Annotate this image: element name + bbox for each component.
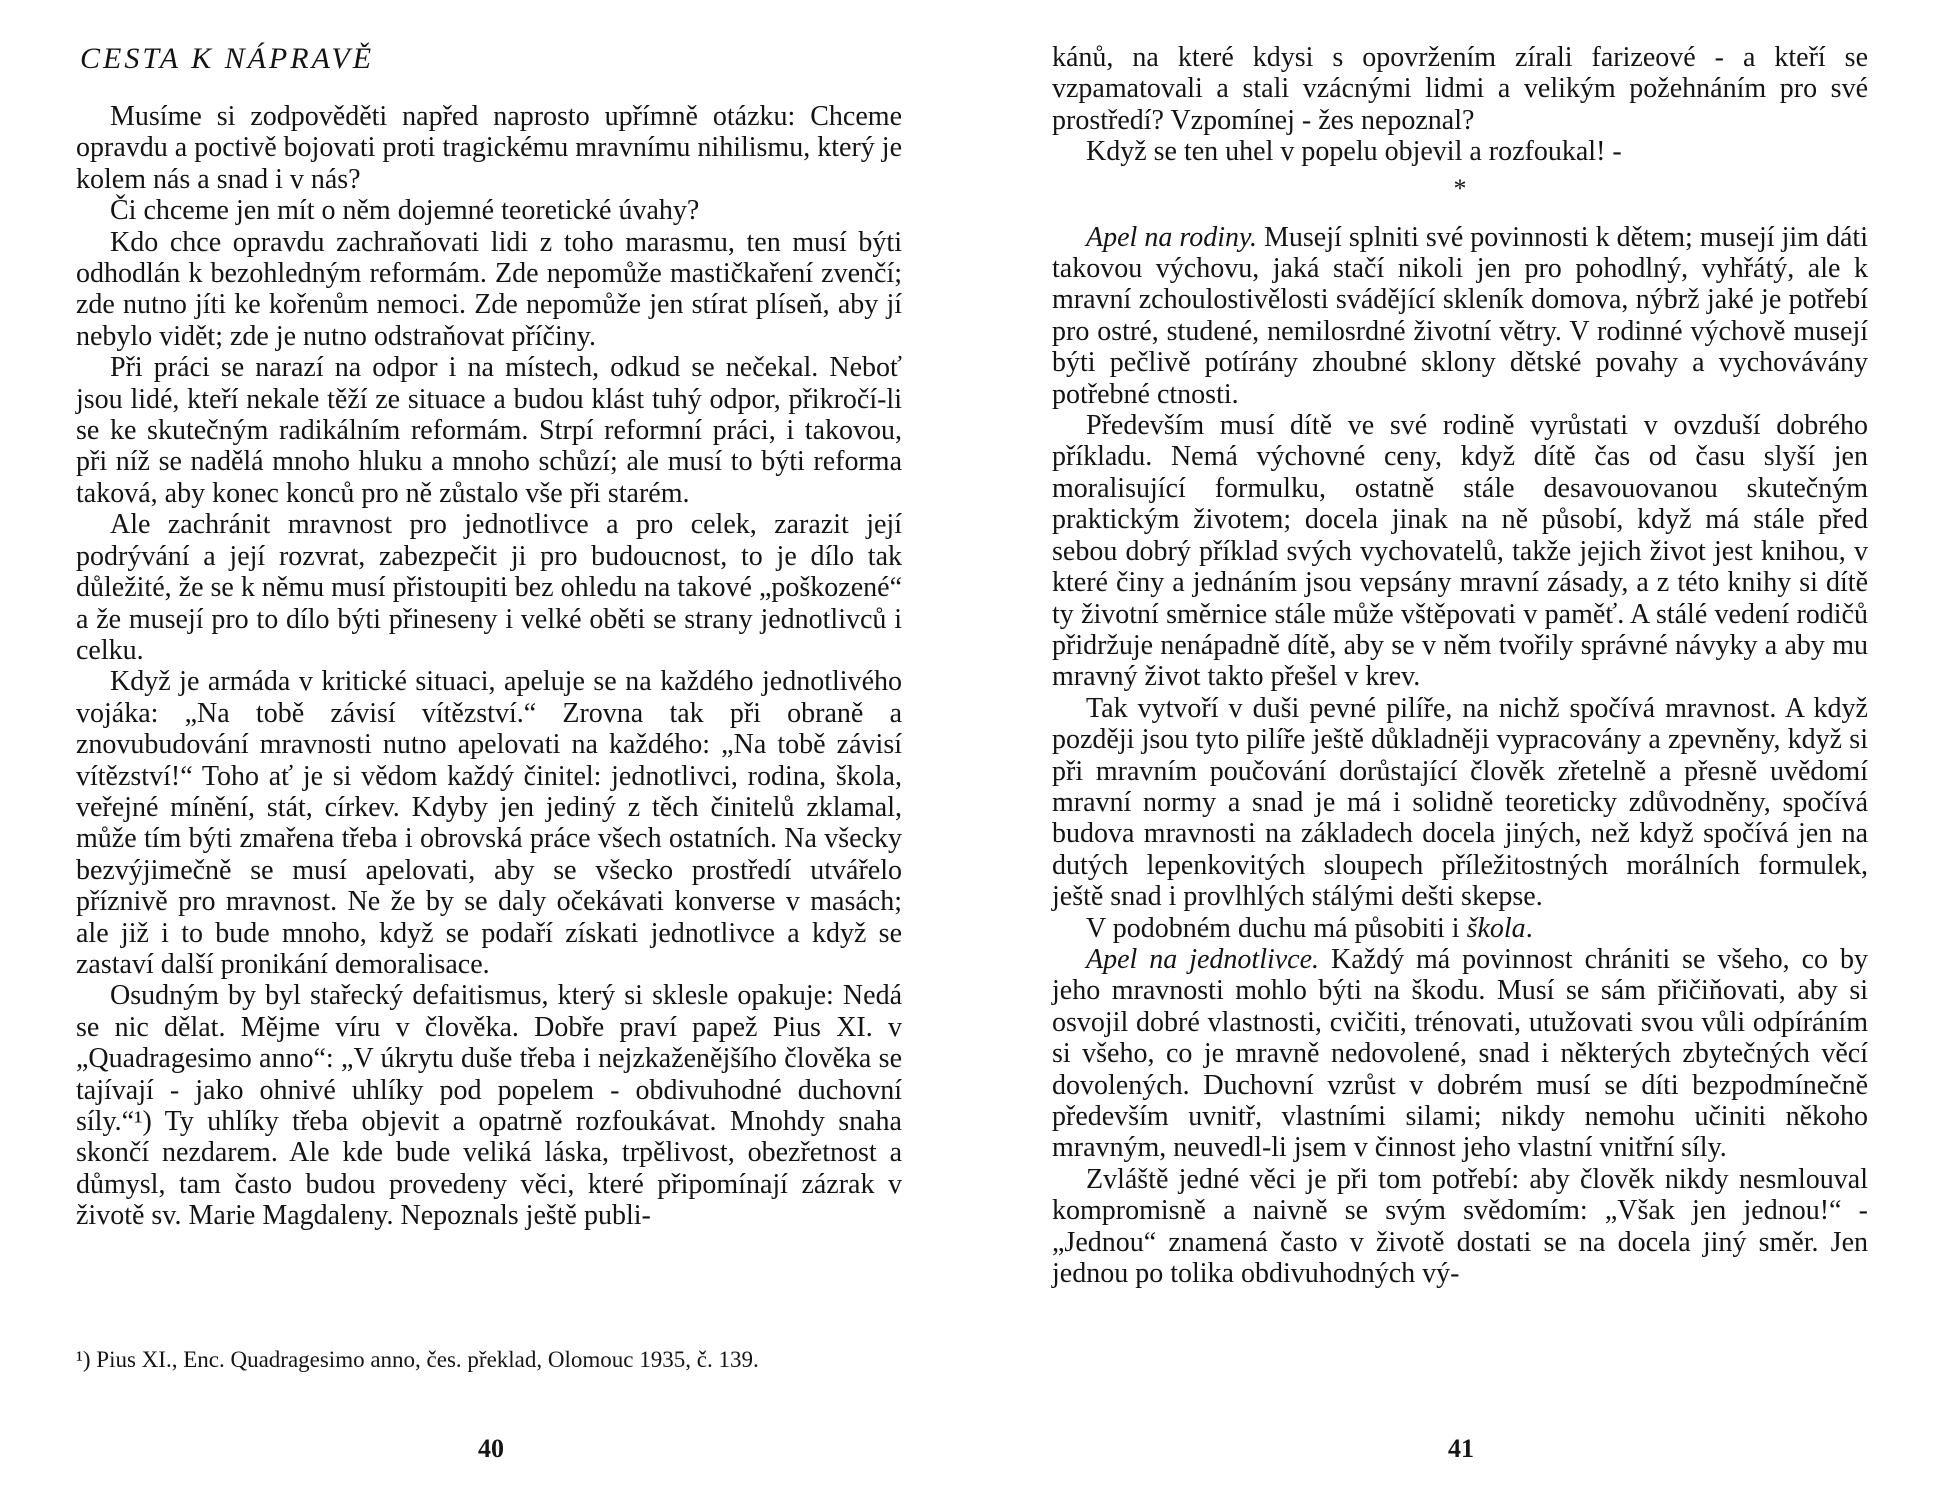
school-end: . <box>1525 912 1533 944</box>
heading-individual-appeal: Apel na jednotlivce. <box>1086 943 1320 975</box>
family-appeal-text: Musejí splniti své povinnosti k dětem; musejí jim dáti takovou výchovu, jaká stačí nikoli jen pro pohodlný, vyhřátý, ale k mravní zchoulostivělosti svádějící skleník domova, nýbrž jaké je potřebí pro ostré, studené, nemilosrdné životní větry. V rodinné výchově musejí býti pečlivě potírány zhoubné sklony dětské povahy a vychovávány potřebné ctnosti. <box>1052 221 1868 410</box>
right-paragraph-2: Když se ten uhel v popelu objevil a rozfoukal! - <box>1086 136 1622 168</box>
left-paragraph-7: Osudným by byl stařecký defaitismus, který si sklesle opakuje: Nedá se nic dělat. Mějme víru v člověka. Dobře praví papež Pius XI. v „Quadragesimo anno“: „V úkrytu duše třeba i nejzkaženějšího člověka se tajívají - jako ohnivé uhlíky pod popelem - obdivuhodné duchovní síly.“¹) Ty uhlíky třeba objevit a opatrně rozfoukávat. Mnohdy snaha skončí nezdarem. Ale kde bude veliká láska, trpělivost, obezřetnost a důmysl, tam často budou provedeny věci, které připomínají zázrak v životě sv. Marie Magdaleny. Nepoznals ještě publi- <box>76 980 902 1232</box>
individual-appeal-text: Každý má povinnost chrániti se všeho, co by jeho mravnosti mohlo býti na škodu. Musí se sám přičiňovati, aby si osvojil dobré vlastnosti, cvičiti, trénovati, utužovati svou vůli odpíráním si všeho, co je mravně nedovolené, snad i některých zbytečných věcí dovolených. Duchovní vzrůst v dobrém musí se díti bezpodmínečně především uvnitř, vlastními silami; nikdy nemohu učiniti někoho mravným, neuvedl-li jsem v činnost jeho vlastní vnitřní síly. <box>1052 943 1868 1164</box>
right-paragraph-4: Především musí dítě ve své rodině vyrůstati v ovzduší dobrého příkladu. Nemá výchovné ceny, když dítě čas od času slyší jen moralisující formulku, ostatně stále desavouovanou skutečným praktickým životem; docela jinak na ně působí, když má stále před sebou dobrý příklad svých vychovatelů, takže jejich život jest knihou, v které činy a jednáním jsou vepsány mravní zásady, a z této knihy si dítě ty životní směrnice stále může vštěpovati v paměť. A stálé vedení rodičů přidržuje nenápadně dítě, aby se v něm tvořily správné návyky a aby mu mravný život takto přešel v krev. <box>1052 410 1868 693</box>
heading-family-appeal: Apel na rodiny. <box>1086 221 1257 253</box>
left-paragraph-6: Když je armáda v kritické situaci, apeluje se na každého jednotlivého vojáka: „Na tobě závisí vítězství.“ Zrovna tak při obraně a znovubudování mravnosti nutno apelovati na každého: „Na tobě závisí vítězství!“ Toho ať je si vědom každý činitel: jednotlivci, rodina, škola, veřejné mínění, stát, církev. Kdyby jen jediný z těch činitelů zklamal, může tím býti zmařena třeba i obrovská práce všech ostatních. Na všecky bezvýjimečně se musí apelovati, aby se všecko prostředí utvářelo příznivě pro mravnost. Ne že by se daly očekávati konverse v masách; ale již i to bude mnoho, když se podaří získati jednotlivce a když se zastaví další pronikání demoralisace. <box>76 666 902 980</box>
left-paragraph-3: Kdo chce opravdu zachraňovati lidi z toho marasmu, ten musí býti odhodlán k bezohledným reformám. Zde nepomůže mastičkaření zvenčí; zde nutno jíti ke kořenům nemoci. Zde nepomůže jen stírat plíseň, aby jí nebylo vidět; zde je nutno odstraňovat příčiny. <box>76 226 902 352</box>
right-paragraph-8: Zvláště jedné věci je při tom potřebí: aby člověk nikdy nesmlouval kompromisně a naivně se svým svědomím: „Však jen jednou!“ - „Jednou“ znamená často v životě dostati se na docela jiný směr. Jen jednou po tolika obdivuhodných vý- <box>1052 1163 1868 1290</box>
left-page <box>76 0 902 1500</box>
right-paragraph-school <box>1052 913 1868 944</box>
right-page-body <box>1052 42 1868 1289</box>
right-paragraph-individual-appeal <box>1052 944 1868 1164</box>
left-paragraph-5: Ale zachránit mravnost pro jednotlivce a pro celek, zarazit její podrývání a její rozvrat, zabezpečit ji pro budoucnost, to je dílo tak důležité, že se k němu musí přistoupiti bez ohledu na takové „poškozené“ a že musejí pro to dílo býti přineseny i velké oběti se strany jednotlivců i celku. <box>76 509 902 666</box>
left-paragraph-2: Či chceme jen mít o něm dojemné teoretické úvahy? <box>110 195 700 227</box>
left-page-body <box>76 101 902 1232</box>
right-paragraph-family-appeal <box>1052 222 1868 410</box>
right-paragraph-5: Tak vytvoří v duši pevné pilíře, na nichž spočívá mravnost. A když později jsou tyto pilíře ještě důkladněji vypracovány a zpevněny, když si při mravním poučování dorůstající člověk zřetelně a přesně uvědomí mravní normy a snad je má i solidně teoreticky zdůvodněny, spočívá budova mravnosti na základech docela jiných, než když spočívá jen na dutých lepenkovitých sloupech příležitostných morálních formulek, ještě snad i provlhlých stálými dešti skepse. <box>1052 692 1868 913</box>
section-separator: * <box>1453 173 1467 203</box>
footnote: ¹) Pius XI., Enc. Quadragesimo anno, čes. překlad, Olomouc 1935, č. 139. <box>76 1347 759 1372</box>
right-paragraph-continued: kánů, na které kdysi s opovržením zírali farizeové - a kteří se vzpamatovali a stali vzácnými lidmi a velikým požehnáním pro své prostředí? Vzpomínej - žes nepoznal? <box>1052 42 1868 136</box>
page-number-right: 41 <box>1448 1434 1474 1463</box>
right-page <box>1052 0 1868 1500</box>
left-paragraph-1: Musíme si zodpověděti napřed naprosto upřímně otázku: Chceme opravdu a poctivě bojovati proti tragickému mravnímu nihilismu, který je kolem nás a snad i v nás? <box>76 101 902 195</box>
left-paragraph-4: Při práci se narazí na odpor i na místech, odkud se nečekal. Neboť jsou lidé, kteří nekale těží ze situace a budou klást tuhý odpor, přikročí-li se ke skutečným radikálním reformám. Strpí reformní práci, i takovou, při níž se nadělá mnoho hluku a mnoho schůzí; ale musí to býti reforma taková, aby konec konců pro ně zůstalo vše při starém. <box>76 352 902 509</box>
running-head: CESTA K NÁPRAVĚ <box>80 42 375 75</box>
page-number-left: 40 <box>478 1434 504 1463</box>
school-italic: škola <box>1466 912 1526 944</box>
school-text: V podobném duchu má působiti i <box>1086 912 1467 944</box>
